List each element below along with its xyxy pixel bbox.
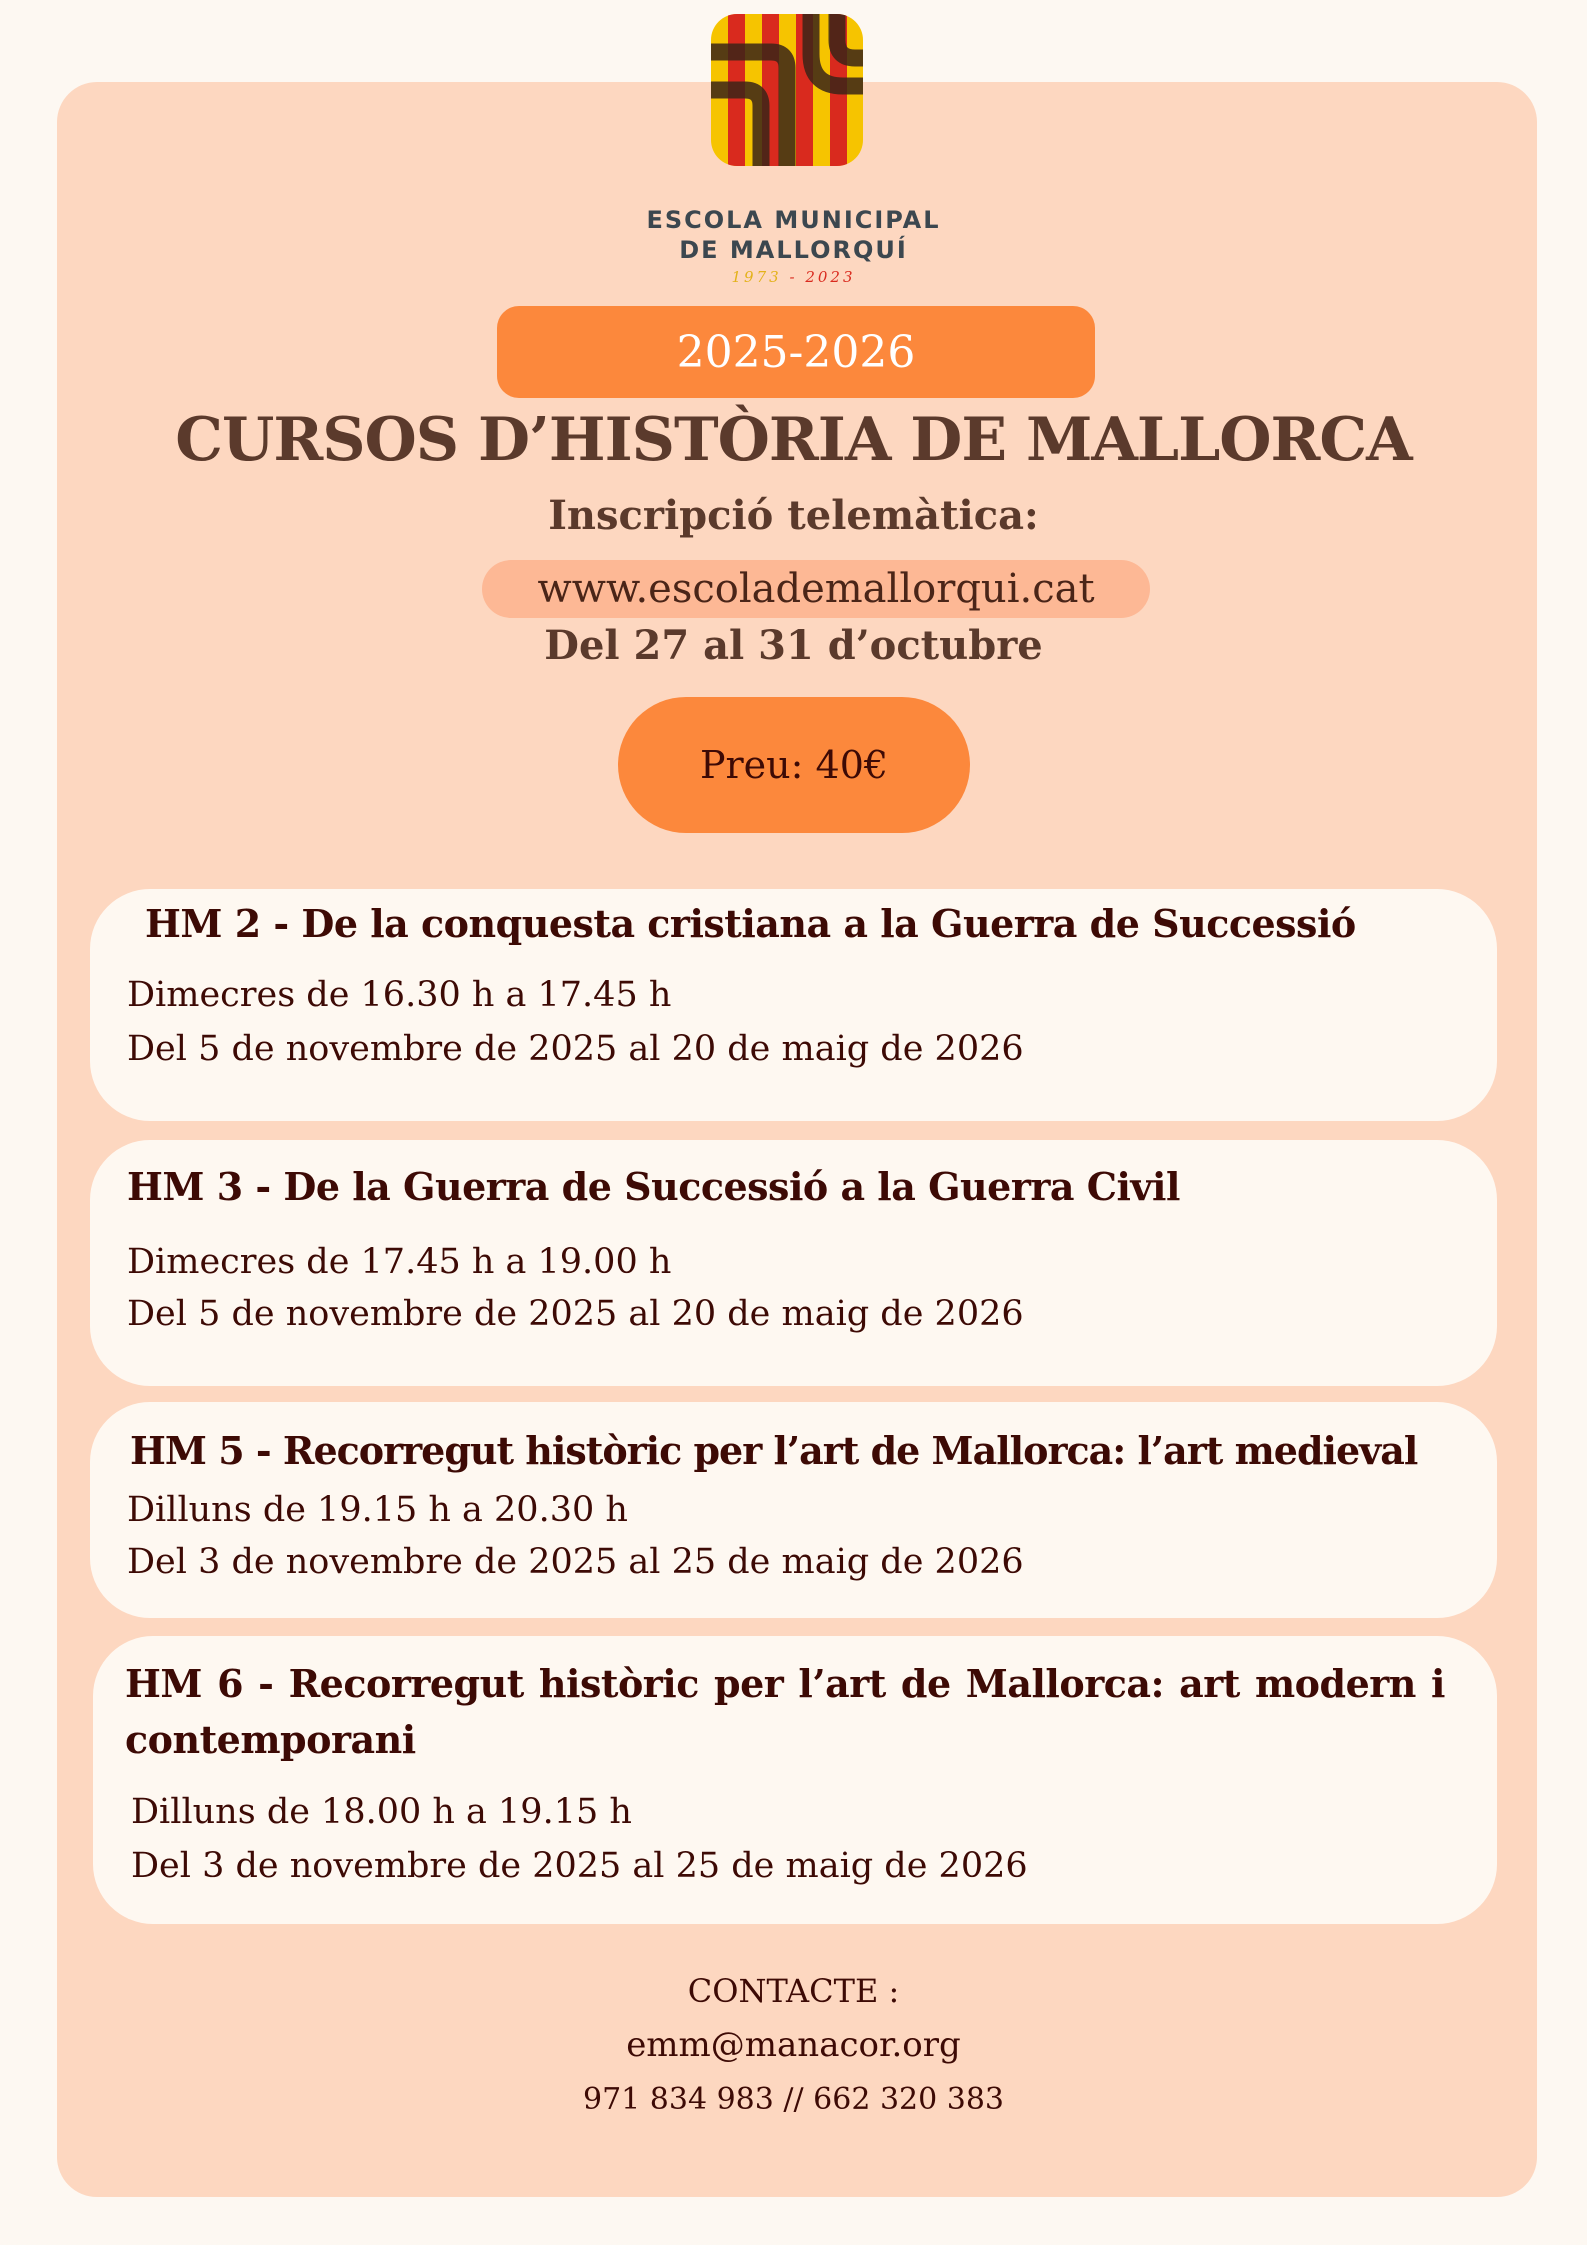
course-title: HM 5 - Recorregut històric per l’art de Mallorca: l’art medieval	[130, 1428, 1418, 1473]
catalan-stripes-logo-icon	[711, 14, 863, 166]
registration-url-link[interactable]: www.escolademallorqui.cat	[482, 560, 1150, 618]
contact-label: CONTACTE :	[687, 1972, 900, 2010]
course-period: Del 3 de novembre de 2025 al 25 de maig de 2026	[127, 1542, 1024, 1582]
contact-phones: 971 834 983 // 662 320 383	[583, 2082, 1004, 2117]
course-title: HM 3 - De la Guerra de Successió a la Guerra Civil	[127, 1164, 1180, 1209]
course-period: Del 5 de novembre de 2025 al 20 de maig de 2026	[127, 1294, 1024, 1334]
course-card-hm2	[90, 889, 1497, 1121]
registration-label: Inscripció telemàtica:	[548, 492, 1039, 539]
course-card-hm5	[90, 1402, 1497, 1618]
course-card-hm6	[93, 1636, 1497, 1924]
course-title: HM 2 - De la conquesta cristiana a la Guerra de Successió	[145, 901, 1356, 946]
course-period: Del 5 de novembre de 2025 al 20 de maig de 2026	[127, 1029, 1024, 1069]
course-period: Del 3 de novembre de 2025 al 25 de maig de 2026	[131, 1846, 1028, 1886]
course-schedule: Dilluns de 18.00 h a 19.15 h	[131, 1792, 632, 1832]
contact-email-link[interactable]: emm@manacor.org	[626, 2025, 961, 2065]
price-badge: Preu: 40€	[618, 697, 970, 833]
course-title: HM 6 - Recorregut històric per l’art de Mallorca: art modern i contemporani	[125, 1661, 1445, 1762]
school-years: 1973 - 2023	[731, 268, 856, 286]
year-badge: 2025-2026	[497, 306, 1095, 398]
school-name: ESCOLA MUNICIPAL DE MALLORQUÍ	[646, 206, 941, 264]
page-title: CURSOS D’HISTÒRIA DE MALLORCA	[175, 405, 1412, 475]
course-schedule: Dimecres de 16.30 h a 17.45 h	[127, 975, 672, 1015]
registration-dates: Del 27 al 31 d’octubre	[544, 622, 1043, 669]
school-logo	[711, 14, 863, 166]
course-schedule: Dilluns de 19.15 h a 20.30 h	[127, 1490, 628, 1530]
course-card-hm3	[90, 1140, 1497, 1386]
course-schedule: Dimecres de 17.45 h a 19.00 h	[127, 1242, 672, 1282]
